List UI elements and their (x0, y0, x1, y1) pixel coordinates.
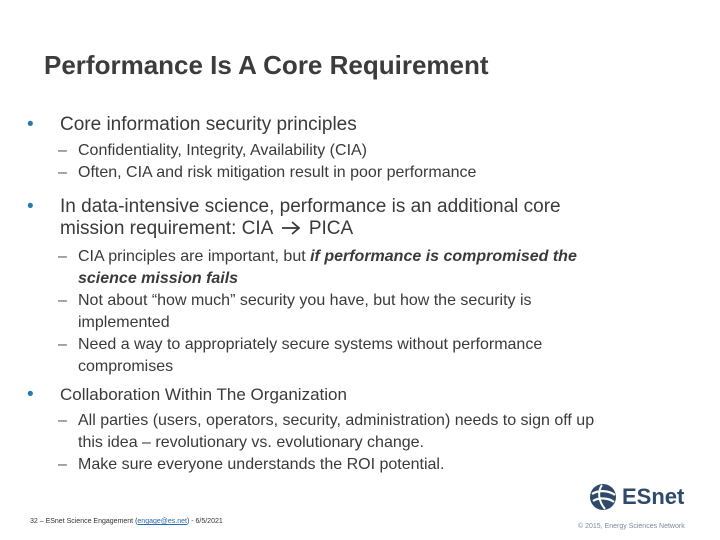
arrow-right-icon (280, 220, 302, 236)
sub-bullet-poor-performance (25, 162, 685, 184)
sub-bullet-cia (25, 140, 685, 162)
sub-bullet-cia-important (25, 246, 685, 268)
sub-bullet-text: Confidentiality, Integrity, Availability (CIA) (78, 142, 368, 159)
emphasis-text: if performance is compromised the (310, 248, 577, 265)
pica-text: PICA (308, 218, 354, 239)
sub-bullet-secure-systems (25, 334, 685, 356)
sub-bullet-text: Make sure everyone understands the ROI potential. (78, 456, 445, 473)
sub-bullet-how-much (25, 290, 685, 312)
footer-left (30, 518, 223, 525)
sub-bullet-text: Not about “how much” security you have, but how the security is (78, 292, 532, 309)
bullet-core-principles (25, 114, 685, 136)
sub-bullet-cia-important-cont: science mission fails (78, 270, 239, 287)
dash-marker: – (58, 456, 67, 473)
bullet-text: Core information security principles (60, 114, 357, 135)
bullet-text-line1: In data-intensive science, performance is an additional core (60, 196, 561, 217)
sub-bullet-text: CIA principles are important, but (78, 248, 311, 265)
sub-bullet-text: Often, CIA and risk mitigation result in poor performance (78, 164, 477, 181)
bullet-collaboration (25, 384, 685, 406)
sub-bullet-roi (25, 454, 685, 476)
bullet-marker: • (27, 114, 34, 135)
bullet-marker: • (27, 384, 34, 405)
dash-marker: – (58, 164, 67, 181)
cia-text: mission requirement: CIA (60, 218, 273, 239)
sub-bullet-all-parties (25, 410, 685, 432)
bullet-marker: • (27, 196, 34, 217)
slide-title: Performance Is A Core Requirement (44, 50, 489, 80)
dash-marker: – (58, 412, 67, 429)
footer-email-link[interactable]: engage@es.net (137, 518, 187, 525)
sub-bullet-text: All parties (users, operators, security, administration) needs to sign off up (78, 412, 595, 429)
bullet-text: Collaboration Within The Organization (60, 385, 347, 404)
globe-icon (588, 480, 618, 514)
dash-marker: – (58, 248, 67, 265)
sub-bullet-all-parties-cont: this idea – revolutionary vs. evolutionary change. (78, 434, 424, 451)
dash-marker: – (58, 292, 67, 309)
esnet-logo-text: ESnet (622, 484, 685, 509)
bullet-text-line2 (60, 218, 685, 240)
slide-body (25, 114, 685, 476)
dash-marker: – (58, 336, 67, 353)
footer-date: ) - 6/5/2021 (186, 518, 223, 525)
sub-bullet-secure-systems-cont: compromises (78, 358, 174, 375)
sub-bullet-how-much-cont: implemented (78, 314, 170, 331)
bullet-data-intensive (25, 196, 685, 240)
dash-marker: – (58, 142, 67, 159)
footer-copyright: © 2015, Energy Sciences Network (578, 523, 685, 530)
sub-bullet-text: Need a way to appropriately secure systems without performance (78, 336, 543, 353)
footer-text: 32 – ESnet Science Engagement ( (30, 518, 138, 525)
